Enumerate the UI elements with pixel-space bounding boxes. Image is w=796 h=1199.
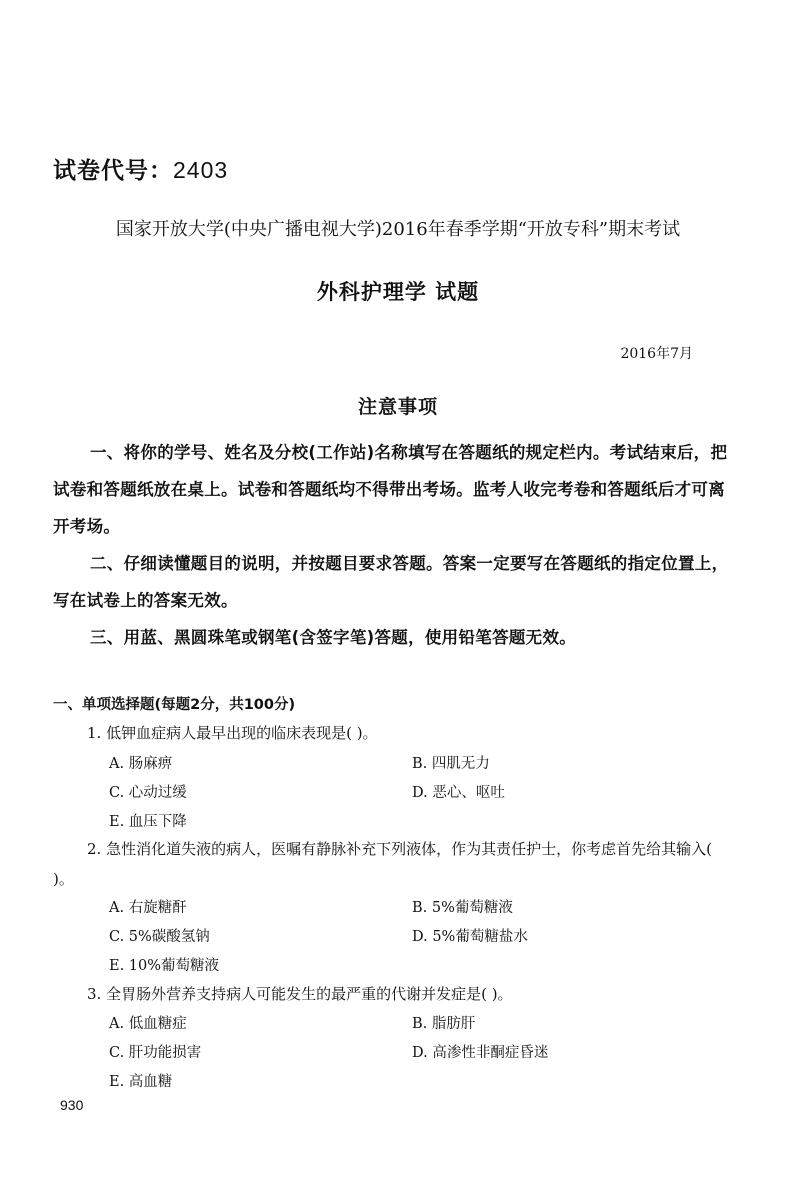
notice-heading: 注意事项 — [357, 396, 438, 418]
option-d: D. 高渗性非酮症昏迷 — [412, 1045, 549, 1061]
option-b: B. 四肌无力 — [412, 756, 490, 772]
option-c: C. 5%碳酸氢钠 — [109, 929, 210, 945]
option-b: B. 脂肪肝 — [412, 1016, 476, 1032]
paper-title: 外科护理学 试题 — [316, 280, 480, 304]
exam-header: 国家开放大学(中央广播电视大学)2016年春季学期“开放专科”期末考试 — [115, 219, 681, 240]
option-e: E. 10%葡萄糖液 — [109, 958, 220, 974]
notice-item: 一、将你的学号、姓名及分校(工作站)名称填写在答题纸的规定栏内。考试结束后，把试卷和答题纸放在桌上。试卷和答题纸均不得带出考场。监考人收完考卷和答题纸后才可离开考场。 — [53, 443, 728, 536]
option-b: B. 5%葡萄糖液 — [412, 900, 513, 916]
notice-item: 二、仔细读懂题目的说明，并按题目要求答题。答案一定要写在答题纸的指定位置上，写在试卷上的答案无效。 — [53, 554, 729, 610]
option-a: A. 低血糖症 — [109, 1016, 187, 1032]
option-a: A. 右旋糖酐 — [109, 900, 187, 916]
option-c: C. 心动过缓 — [109, 785, 187, 801]
notice-item: 三、用蓝、黑圆珠笔或钢笔(含签字笔)答题，使用铅笔答题无效。 — [90, 628, 577, 647]
question-stem: 1. 低钾血症病人最早出现的临床表现是( )。 — [87, 724, 378, 742]
question-stem: 2. 急性消化道失液的病人，医嘱有静脉补充下列液体，作为其责任护士，你考虑首先给其输入( )。 — [53, 840, 712, 888]
paper-code-label: 试卷代号： — [53, 158, 173, 184]
section-heading: 一、单项选择题(每题2分，共100分) — [53, 697, 296, 713]
question-stem: 3. 全胃肠外营养支持病人可能发生的最严重的代谢并发症是( )。 — [87, 985, 513, 1003]
option-a: A. 肠麻痹 — [109, 756, 173, 772]
notice-list — [53, 434, 733, 656]
option-e: E. 高血糖 — [109, 1074, 173, 1090]
page-number: 930 — [60, 1097, 84, 1113]
option-d: D. 恶心、呕吐 — [412, 785, 505, 801]
option-d: D. 5%葡萄糖盐水 — [412, 929, 528, 945]
paper-code — [53, 152, 228, 185]
option-c: C. 肝功能损害 — [109, 1045, 202, 1061]
paper-code-number: 2403 — [173, 157, 229, 183]
exam-date: 2016年7月 — [620, 346, 693, 362]
question-stem-wrapper — [53, 834, 733, 894]
option-e: E. 血压下降 — [109, 814, 187, 830]
